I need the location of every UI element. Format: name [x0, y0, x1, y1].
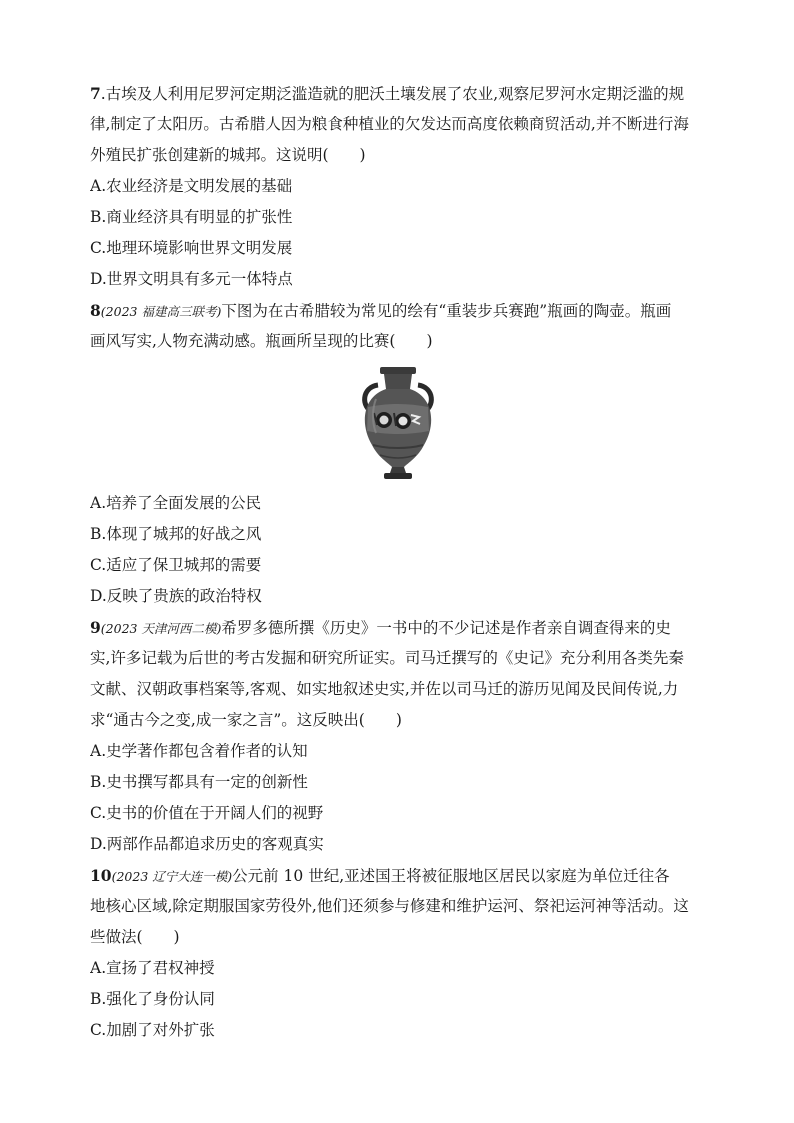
amphora-figure	[90, 360, 706, 485]
question-stem-line: 实,许多记载为后世的考古发掘和研究所证实。司马迁撰写的《史记》充分利用各类先秦	[90, 649, 684, 667]
option-b: B.强化了身份认同	[90, 990, 215, 1008]
option-a: A.培养了全面发展的公民	[90, 494, 262, 512]
question-10	[90, 860, 706, 1046]
question-9	[90, 612, 706, 860]
option-c: C.史书的价值在于开阔人们的视野	[90, 804, 324, 822]
option-d: D.反映了贵族的政治特权	[90, 587, 262, 605]
question-stem-line: 律,制定了太阳历。古希腊人因为粮食种植业的欠发达而高度依赖商贸活动,并不断进行海	[90, 115, 689, 133]
question-stem-line: 画风写实,人物充满动感。瓶画所呈现的比赛( )	[90, 332, 433, 350]
option-a: A.史学著作都包含着作者的认知	[90, 742, 308, 760]
question-stem-line: 些做法( )	[90, 928, 180, 946]
option-a: A.农业经济是文明发展的基础	[90, 177, 293, 195]
exam-page	[90, 78, 706, 1046]
question-number: 8	[90, 301, 101, 320]
option-d: D.两部作品都追求历史的客观真实	[90, 835, 324, 853]
question-stem-line: 7.古埃及人利用尼罗河定期泛滥造就的肥沃土壤发展了农业,观察尼罗河水定期泛滥的规	[90, 84, 685, 103]
question-7	[90, 78, 706, 295]
option-c: C.适应了保卫城邦的需要	[90, 556, 262, 574]
option-b: B.史书撰写都具有一定的创新性	[90, 773, 308, 791]
question-source: (2023 福建高三联考)	[100, 304, 222, 319]
option-a: A.宣扬了君权神授	[90, 959, 215, 977]
question-stem-line: 求“通古今之变,成一家之言”。这反映出( )	[90, 711, 402, 729]
question-number: 10	[90, 866, 112, 885]
option-d: D.世界文明具有多元一体特点	[90, 270, 293, 288]
option-c: C.地理环境影响世界文明发展	[90, 239, 293, 257]
option-b: B.体现了城邦的好战之风	[90, 525, 262, 543]
question-source: (2023 天津河西二模)	[100, 621, 222, 636]
option-b: B.商业经济具有明显的扩张性	[90, 208, 293, 226]
question-stem-line: 10(2023 辽宁大连一模)公元前 10 世纪,亚述国王将被征服地区居民以家庭为单位迁往各	[90, 866, 670, 885]
question-stem-line: 地核心区域,除定期服国家劳役外,他们还须参与修建和维护运河、祭祀运河神等活动。这	[90, 897, 689, 915]
question-stem-line: 9(2023 天津河西二模)希罗多德所撰《历史》一书中的不少记述是作者亲自调查得来的史	[90, 618, 671, 637]
question-stem-line: 文献、汉朝政事档案等,客观、如实地叙述史实,并佐以司马迁的游历见闻及民间传说,力	[90, 680, 679, 698]
question-stem-line: 8(2023 福建高三联考)下图为在古希腊较为常见的绘有“重装步兵赛跑”瓶画的陶壶。瓶画	[90, 301, 672, 320]
question-stem-line: 外殖民扩张创建新的城邦。这说明( )	[90, 146, 366, 164]
question-source: (2023 辽宁大连一模)	[111, 869, 233, 884]
question-8	[90, 295, 706, 612]
question-number: 7	[90, 84, 101, 103]
greek-amphora-vase-icon	[348, 363, 448, 483]
option-c: C.加剧了对外扩张	[90, 1021, 215, 1039]
question-number: 9	[90, 618, 101, 637]
